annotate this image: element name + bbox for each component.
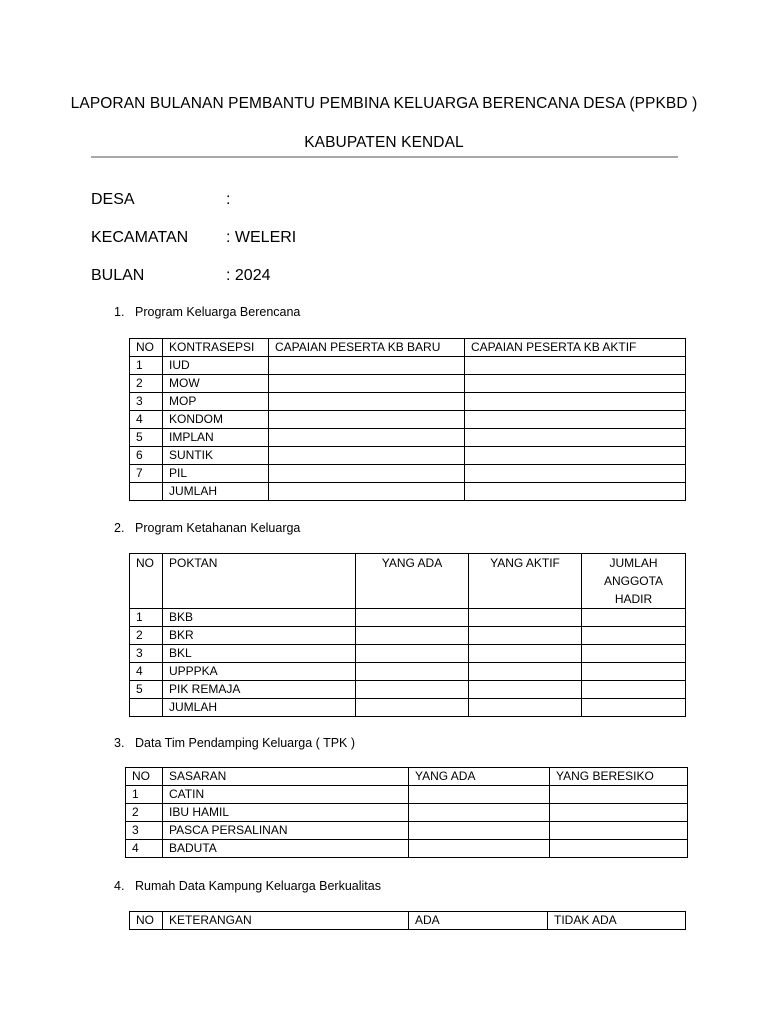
section-number: 4.: [114, 879, 125, 893]
cell-no: 7: [130, 465, 163, 483]
report-title: LAPORAN BULANAN PEMBANTU PEMBINA KELUARGA BERENCANA DESA (PPKBD ): [70, 95, 698, 112]
table-row-total: [130, 699, 686, 717]
col-header: SASARAN: [163, 768, 409, 786]
cell-input[interactable]: [550, 840, 688, 858]
section-2-heading: [114, 521, 300, 535]
cell-input[interactable]: [582, 609, 686, 627]
field-kecamatan-value: : WELERI: [226, 229, 297, 246]
cell-no: [130, 483, 163, 501]
table-row: [130, 375, 686, 393]
table-rumah-data-kampung-kb: [129, 911, 686, 930]
table-row: [130, 393, 686, 411]
table-header-row: [126, 768, 688, 786]
cell-label: PASCA PERSALINAN: [163, 822, 409, 840]
cell-input[interactable]: [269, 393, 465, 411]
section-title: Rumah Data Kampung Keluarga Berkualitas: [135, 879, 381, 893]
cell-input[interactable]: [550, 786, 688, 804]
cell-input[interactable]: [356, 699, 469, 717]
col-header: TIDAK ADA: [548, 912, 686, 930]
section-1-heading: [114, 305, 300, 319]
cell-label: UPPPKA: [163, 663, 356, 681]
field-kecamatan-label: KECAMATAN: [91, 229, 189, 246]
table-tim-pendamping-keluarga: [125, 767, 688, 858]
cell-input[interactable]: [465, 429, 686, 447]
section-3-heading: [114, 736, 355, 750]
section-number: 3.: [114, 736, 125, 750]
cell-input[interactable]: [269, 465, 465, 483]
col-header: KONTRASEPSI: [163, 339, 269, 357]
cell-input[interactable]: [469, 645, 582, 663]
table-row: [126, 804, 688, 822]
cell-no: 1: [126, 786, 163, 804]
cell-no: 1: [130, 357, 163, 375]
cell-input[interactable]: [356, 663, 469, 681]
cell-no: 4: [130, 663, 163, 681]
cell-no: 4: [126, 840, 163, 858]
cell-input[interactable]: [465, 465, 686, 483]
table-row-total: [130, 483, 686, 501]
table-row: [126, 786, 688, 804]
col-header: NO: [126, 768, 163, 786]
title-divider: [91, 156, 678, 158]
cell-input[interactable]: [409, 786, 550, 804]
cell-input[interactable]: [465, 357, 686, 375]
cell-label: BKL: [163, 645, 356, 663]
col-header: YANG BERESIKO: [550, 768, 688, 786]
cell-input[interactable]: [469, 609, 582, 627]
cell-label: BKB: [163, 609, 356, 627]
cell-no: 3: [126, 822, 163, 840]
section-title: Program Ketahanan Keluarga: [135, 521, 301, 535]
cell-label: BADUTA: [163, 840, 409, 858]
cell-input[interactable]: [269, 357, 465, 375]
table-row: [130, 681, 686, 699]
cell-input[interactable]: [469, 627, 582, 645]
table-row: [130, 357, 686, 375]
cell-no: 3: [130, 645, 163, 663]
table-header-row: [130, 339, 686, 357]
table-row: [130, 447, 686, 465]
cell-input[interactable]: [550, 822, 688, 840]
col-header: NO: [130, 554, 163, 609]
cell-no: 6: [130, 447, 163, 465]
cell-input[interactable]: [469, 699, 582, 717]
section-title: Program Keluarga Berencana: [135, 305, 301, 319]
cell-no: 5: [130, 681, 163, 699]
cell-label: IBU HAMIL: [163, 804, 409, 822]
cell-no: 2: [126, 804, 163, 822]
cell-input[interactable]: [269, 447, 465, 465]
cell-input[interactable]: [465, 393, 686, 411]
cell-input[interactable]: [269, 429, 465, 447]
cell-input[interactable]: [469, 681, 582, 699]
cell-label: SUNTIK: [163, 447, 269, 465]
table-row: [130, 429, 686, 447]
col-header: JUMLAH ANGGOTA HADIR: [582, 554, 686, 609]
cell-input[interactable]: [582, 681, 686, 699]
cell-input[interactable]: [582, 627, 686, 645]
table-row: [130, 411, 686, 429]
table-row: [130, 627, 686, 645]
section-4-heading: [114, 879, 381, 893]
col-header: NO: [130, 339, 163, 357]
col-header: POKTAN: [163, 554, 356, 609]
cell-label: PIK REMAJA: [163, 681, 356, 699]
cell-input[interactable]: [582, 663, 686, 681]
table-row: [126, 840, 688, 858]
section-number: 2.: [114, 521, 125, 535]
report-subtitle: KABUPATEN KENDAL: [304, 134, 464, 151]
section-number: 1.: [114, 305, 125, 319]
cell-label: IMPLAN: [163, 429, 269, 447]
cell-input[interactable]: [409, 822, 550, 840]
cell-input[interactable]: [465, 411, 686, 429]
col-header: NO: [130, 912, 163, 930]
cell-input[interactable]: [356, 645, 469, 663]
cell-input[interactable]: [582, 699, 686, 717]
cell-label: CATIN: [163, 786, 409, 804]
cell-input[interactable]: [356, 681, 469, 699]
cell-no: 4: [130, 411, 163, 429]
col-header: KETERANGAN: [163, 912, 409, 930]
col-header: CAPAIAN PESERTA KB BARU: [269, 339, 465, 357]
cell-label: IUD: [163, 357, 269, 375]
cell-input[interactable]: [469, 663, 582, 681]
cell-input[interactable]: [582, 645, 686, 663]
table-header-row: [130, 554, 686, 609]
field-bulan-label: BULAN: [91, 267, 145, 284]
table-row: [130, 645, 686, 663]
table-row: [130, 609, 686, 627]
cell-input[interactable]: [409, 840, 550, 858]
table-ketahanan-keluarga: [129, 553, 686, 717]
cell-no: 3: [130, 393, 163, 411]
cell-input[interactable]: [269, 411, 465, 429]
col-header: YANG ADA: [409, 768, 550, 786]
cell-label: JUMLAH: [163, 483, 269, 501]
table-row: [130, 663, 686, 681]
field-desa-value: :: [226, 191, 231, 208]
cell-input[interactable]: [409, 804, 550, 822]
cell-label: MOP: [163, 393, 269, 411]
cell-no: [130, 699, 163, 717]
cell-input[interactable]: [550, 804, 688, 822]
field-desa: [91, 191, 230, 209]
cell-input[interactable]: [356, 627, 469, 645]
cell-input[interactable]: [465, 375, 686, 393]
cell-no: 2: [130, 627, 163, 645]
cell-label: MOW: [163, 375, 269, 393]
table-row: [130, 465, 686, 483]
field-desa-label: DESA: [91, 191, 135, 208]
table-header-row: [130, 912, 686, 930]
col-header: CAPAIAN PESERTA KB AKTIF: [465, 339, 686, 357]
cell-no: 5: [130, 429, 163, 447]
field-bulan: [91, 267, 270, 285]
cell-input[interactable]: [269, 483, 465, 501]
cell-no: 1: [130, 609, 163, 627]
cell-input[interactable]: [465, 483, 686, 501]
field-kecamatan: [91, 229, 296, 247]
cell-label: BKR: [163, 627, 356, 645]
cell-no: 2: [130, 375, 163, 393]
cell-input[interactable]: [465, 447, 686, 465]
section-title: Data Tim Pendamping Keluarga ( TPK ): [135, 736, 356, 750]
table-keluarga-berencana: [129, 338, 686, 501]
field-bulan-value: : 2024: [226, 267, 271, 284]
cell-input[interactable]: [269, 375, 465, 393]
cell-input[interactable]: [356, 609, 469, 627]
cell-label: KONDOM: [163, 411, 269, 429]
col-header: ADA: [409, 912, 548, 930]
col-header: YANG AKTIF: [469, 554, 582, 609]
cell-label: PIL: [163, 465, 269, 483]
table-row: [126, 822, 688, 840]
cell-label: JUMLAH: [163, 699, 356, 717]
col-header: YANG ADA: [356, 554, 469, 609]
